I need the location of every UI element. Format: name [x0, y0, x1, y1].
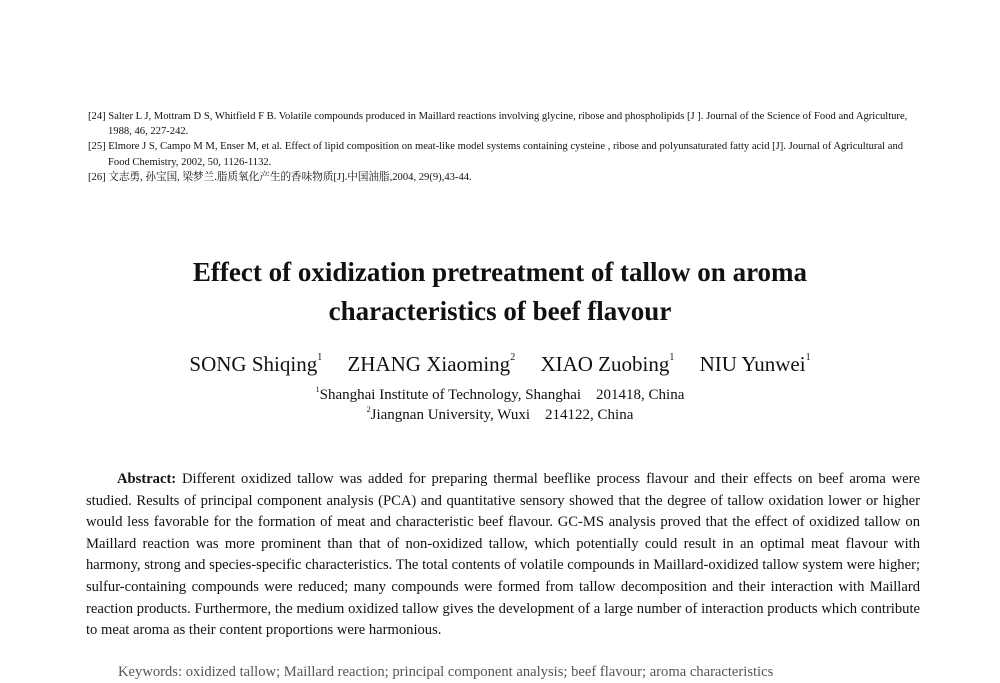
affiliation-text: Jiangnan University, Wuxi 214122, China — [370, 407, 634, 423]
affiliation-1 — [100, 385, 900, 405]
affiliation-mark: 1 — [315, 385, 320, 394]
author-affil-mark: 1 — [805, 352, 811, 363]
author-name: NIU Yunwei — [699, 352, 806, 376]
affiliation-mark: 2 — [366, 405, 371, 414]
reference-25: [25] Elmore J S, Campo M M, Enser M, et al. Effect of lipid composition on meat-like model systems containing cysteine , ribose and polyunsaturated fatty acid [J]. Journal of Agricultural and Food Chemistry, 2002, 50, 1126-1132. — [88, 141, 904, 168]
author-name: ZHANG Xiaoming — [347, 352, 511, 376]
author-name: XIAO Zuobing — [540, 352, 670, 376]
author-affil-mark: 2 — [510, 352, 516, 363]
reference-list — [88, 109, 924, 185]
abstract-body: Different oxidized tallow was added for preparing thermal beeflike process flavour and their effects on beef aroma were studied. Results of principal component analysis (PCA) and quantitative sensory showed that the degree of tallow oxidation lower or higher would less favorable for the formation of meat and characteristic beef flavour. GC-MS analysis proved that the effect of oxidized tallow on Maillard reaction was more prominent than that of non-oxidized tallow, which potentially could result in an optimal meat flavour with harmony, strong and species-specific characteristics. The total contents of volatile compounds in Maillard-oxidized tallow system were higher; sulfur-containing compounds were reduced; many compounds were formed from tallow decomposition and their interaction with Maillard reaction products. Furthermore, the medium oxidized tallow gives the development of a large number of interaction products which contribute to meat aroma as their content proportions were harmonious. — [86, 471, 920, 639]
reference-24: [24] Salter L J, Mottram D S, Whitfield F B. Volatile compounds produced in Maillard reactions involving glycine, ribose and phospholipids [J ]. Journal of the Science of Food and Agriculture, 1988, 46, 227-242. — [88, 111, 908, 138]
author-xiao — [540, 350, 674, 378]
truncated-next-line: Keywords: oxidized tallow; Maillard reaction; principal component analysis; beef flavour; aroma characteristics — [118, 664, 774, 680]
abstract-label: Abstract: — [117, 471, 177, 487]
abstract-paragraph — [86, 469, 920, 642]
author-zhang — [347, 350, 515, 378]
author-song — [189, 350, 322, 378]
author-affil-mark: 1 — [669, 352, 675, 363]
paper-title — [100, 253, 900, 331]
paper-title-line-1: Effect of oxidization pretreatment of tallow on aroma — [192, 257, 808, 287]
author-affil-mark: 1 — [317, 352, 323, 363]
paper-title-line-2: characteristics of beef flavour — [328, 296, 672, 326]
author-niu — [700, 350, 811, 378]
affiliation-list — [100, 385, 900, 425]
author-name: SONG Shiqing — [189, 352, 318, 376]
author-list — [100, 350, 900, 378]
affiliation-text: Shanghai Institute of Technology, Shanghai 201418, China — [319, 387, 685, 403]
reference-26: [26] 文志勇, 孙宝国, 梁梦兰.脂质氧化产生的香味物质[J].中国油脂,2004, 29(9),43-44. — [88, 171, 472, 183]
affiliation-2 — [100, 405, 900, 425]
